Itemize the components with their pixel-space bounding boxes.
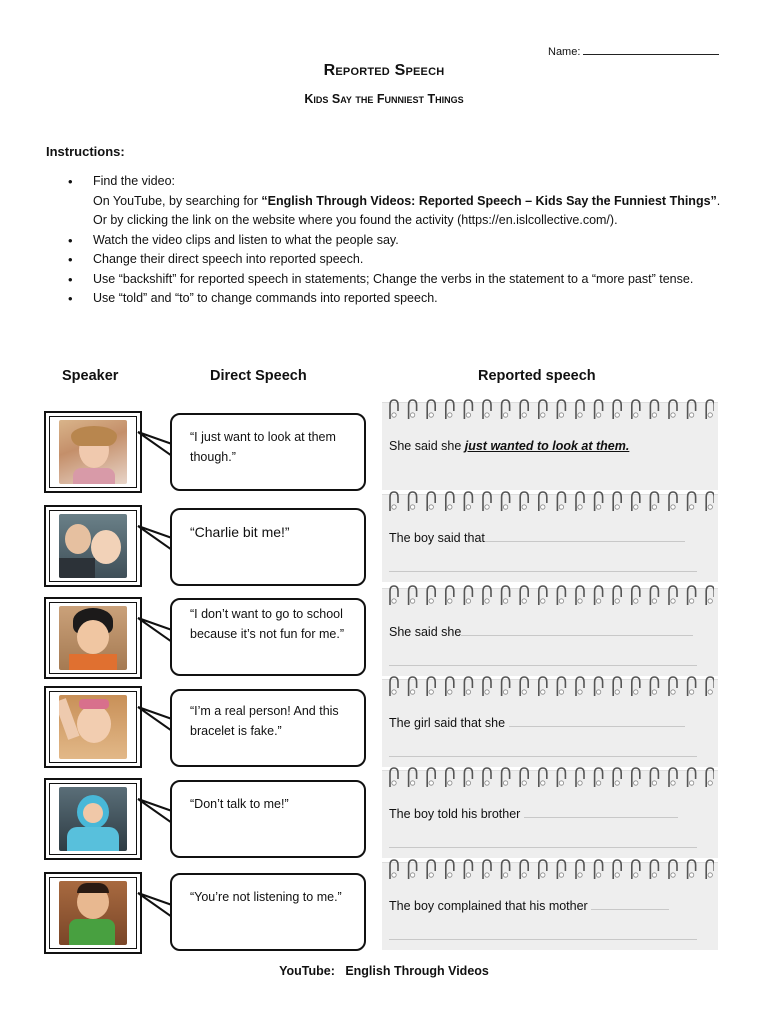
answer-blank[interactable]: [485, 531, 685, 542]
instruction-find: Find the video:: [93, 174, 175, 188]
spiral-binding-icon: [386, 585, 714, 607]
answer-blank[interactable]: [461, 625, 693, 636]
reported-prefix: She said she: [389, 625, 462, 639]
instructions-list: [68, 172, 728, 309]
reported-prefix: She said she: [389, 439, 465, 453]
reported-prefix: The boy told his brother: [389, 807, 524, 821]
reported-note-card: [382, 770, 718, 858]
spiral-binding-icon: [386, 859, 714, 881]
speaker-photo-frame: [44, 411, 142, 493]
speaker-photo-boy-carseat: [59, 787, 127, 851]
instruction-link: Or by clicking the link on the website where you found the activity (https://en.islcollective.com/).: [93, 213, 618, 227]
speaker-photo-frame: [44, 597, 142, 679]
bullet-icon: •: [68, 291, 73, 306]
spiral-binding-icon: [386, 767, 714, 789]
reported-sentence: [389, 899, 669, 913]
instruction-text: Change their direct speech into reported speech.: [93, 252, 364, 266]
reported-sentence: [389, 439, 629, 453]
name-label: Name:: [548, 46, 581, 58]
instruction-item: [68, 250, 728, 270]
instruction-item: [68, 270, 728, 290]
instruction-text: Use “backshift” for reported speech in statements; Change the verbs in the statement to a “more past” tense.: [93, 271, 694, 286]
speaker-photo-boys: [59, 514, 127, 578]
page-subtitle: Kids Say the Funniest Things: [304, 92, 464, 106]
footer-label: YouTube:: [279, 964, 335, 978]
speech-bubble: “I just want to look at them though.”: [170, 413, 366, 491]
example-answer: just wanted to look at them.: [464, 439, 630, 453]
page-title: Reported Speech: [323, 62, 445, 79]
spiral-binding-icon: [386, 399, 714, 421]
bullet-icon: •: [68, 252, 73, 267]
speech-bubble: “You’re not listening to me.”: [170, 873, 366, 951]
search-prefix: On YouTube, by searching for: [93, 193, 262, 208]
instruction-text: Use “told” and “to” to change commands into reported speech.: [93, 291, 438, 305]
spiral-binding-icon: [386, 676, 714, 698]
speech-bubble: “I’m a real person! And this bracelet is fake.”: [170, 689, 366, 767]
instructions-heading: Instructions:: [46, 144, 125, 159]
reported-sentence: [389, 625, 693, 639]
speaker-photo-girl-bracelet: [59, 695, 127, 759]
reported-prefix: The girl said that she: [389, 716, 509, 730]
search-term: “English Through Videos: Reported Speech – Kids Say the Funniest Things”: [261, 193, 717, 208]
answer-blank[interactable]: [509, 716, 685, 727]
bullet-icon: •: [68, 232, 73, 248]
reported-note-card: [382, 402, 718, 490]
answer-blank[interactable]: [524, 807, 678, 818]
speaker-photo-boy-crying: [59, 881, 127, 945]
name-field: [548, 44, 719, 58]
bullet-icon: •: [68, 271, 73, 287]
reported-note-card: [382, 679, 718, 767]
instruction-item: [68, 289, 728, 309]
speaker-photo-frame: [44, 778, 142, 860]
answer-blank[interactable]: [591, 899, 669, 910]
answer-blank-line[interactable]: [389, 847, 697, 848]
reported-prefix: The boy said that: [389, 531, 485, 545]
speaker-photo-girl-phone: [59, 606, 127, 670]
speaker-photo-frame: [44, 686, 142, 768]
bullet-icon: •: [68, 174, 73, 189]
reported-prefix: The boy complained that his mother: [389, 899, 592, 913]
answer-blank-line[interactable]: [389, 571, 697, 572]
speaker-photo-frame: [44, 505, 142, 587]
speaker-photo-frame: [44, 872, 142, 954]
instruction-search: [93, 192, 728, 212]
name-blank[interactable]: [583, 44, 719, 55]
column-header-speaker: Speaker: [62, 368, 119, 384]
answer-blank-line[interactable]: [389, 756, 697, 757]
reported-sentence: [389, 716, 685, 730]
reported-sentence: [389, 531, 685, 545]
instruction-text: Watch the video clips and listen to what the people say.: [93, 232, 399, 247]
footer-channel: English Through Videos: [345, 964, 489, 978]
speech-bubble: “Don’t talk to me!”: [170, 780, 366, 858]
reported-note-card: [382, 862, 718, 950]
column-header-direct: Direct Speech: [210, 368, 307, 384]
reported-note-card: [382, 588, 718, 676]
search-suffix: .: [716, 193, 721, 208]
footer: [0, 964, 768, 978]
speaker-photo-girl: [59, 420, 127, 484]
reported-note-card: [382, 494, 718, 582]
column-header-reported: Reported speech: [478, 368, 596, 384]
reported-sentence: [389, 807, 678, 821]
instruction-item: [68, 231, 728, 251]
answer-blank-line[interactable]: [389, 665, 697, 666]
speech-bubble: “Charlie bit me!”: [170, 508, 366, 586]
speech-bubble: “I don’t want to go to school because it’s not fun for me.”: [170, 598, 366, 676]
answer-blank-line[interactable]: [389, 939, 697, 940]
instruction-item: [68, 172, 728, 231]
spiral-binding-icon: [386, 491, 714, 513]
